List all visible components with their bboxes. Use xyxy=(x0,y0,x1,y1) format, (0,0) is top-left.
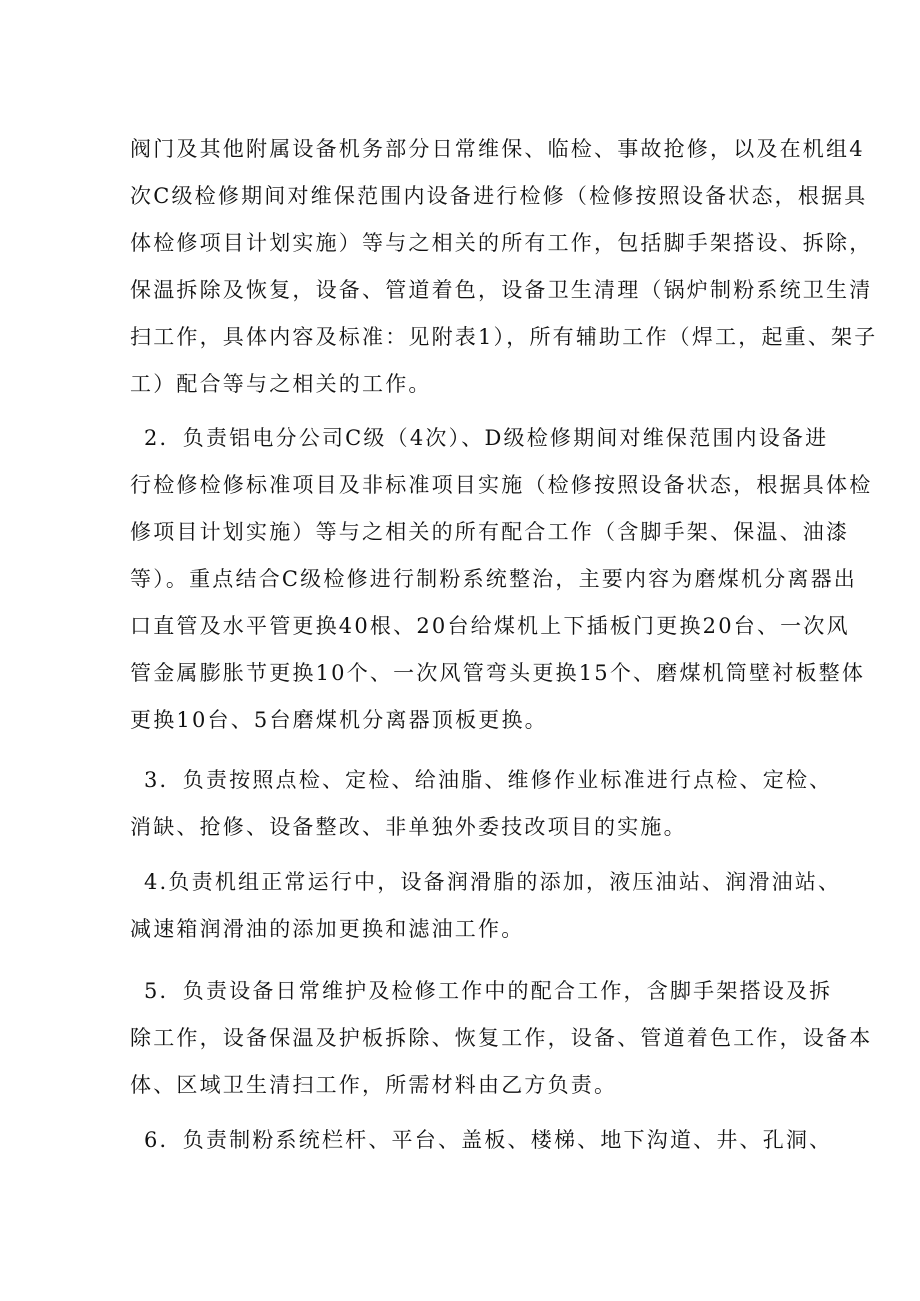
paragraph-5-first-line: 5．负责设备日常维护及检修工作中的配合工作，含脚手架搭设及拆 xyxy=(144,979,833,1003)
text-line: 工）配合等与之相关的工作。 xyxy=(130,372,432,396)
text-line: 口直管及水平管更换40根、20台给煤机上下插板门更换20台、一次风 xyxy=(130,614,850,638)
text-line: 消缺、抢修、设备整改、非单独外委技改项目的实施。 xyxy=(130,815,687,839)
paragraph-2-first-line: 2．负责铝电分公司C级（4次）、D级检修期间对维保范围内设备进 xyxy=(144,426,829,450)
text-line: 阀门及其他附属设备机务部分日常维保、临检、事故抢修，以及在机组4 xyxy=(130,137,865,161)
text-line: 等）。重点结合C级检修进行制粉系统整治，主要内容为磨煤机分离器出 xyxy=(130,567,857,591)
paragraph-3-first-line: 3．负责按照点检、定检、给油脂、维修作业标准进行点检、定检、 xyxy=(144,768,833,792)
text-line: 体检修项目计划实施）等与之相关的所有工作，包括脚手架搭设、拆除， xyxy=(130,231,873,255)
paragraph-6-first-line: 6．负责制粉系统栏杆、平台、盖板、楼梯、地下沟道、井、孔洞、 xyxy=(144,1128,833,1152)
text-line: 修项目计划实施）等与之相关的所有配合工作（含脚手架、保温、油漆 xyxy=(130,520,850,544)
text-line: 除工作，设备保温及护板拆除、恢复工作，设备、管道着色工作，设备本 xyxy=(130,1026,873,1050)
text-line: 管金属膨胀节更换10个、一次风管弯头更换15个、磨煤机筒壁衬板整体 xyxy=(130,661,866,685)
text-line: 扫工作，具体内容及标准：见附表1），所有辅助工作（焊工，起重、架子 xyxy=(130,325,878,349)
text-line: 减速箱润滑油的添加更换和滤油工作。 xyxy=(130,917,525,941)
text-line: 保温拆除及恢复，设备、管道着色，设备卫生清理（锅炉制粉系统卫生清 xyxy=(130,278,873,302)
paragraph-4-first-line: 4.负责机组正常运行中，设备润滑脂的添加，液压油站、润滑油站、 xyxy=(144,870,842,894)
text-line: 更换10台、5台磨煤机分离器顶板更换。 xyxy=(130,708,548,732)
text-line: 体、区域卫生清扫工作，所需材料由乙方负责。 xyxy=(130,1073,618,1097)
text-line: 次C级检修期间对维保范围内设备进行检修（检修按照设备状态，根据具 xyxy=(130,184,868,208)
text-line: 行检修检修标准项目及非标准项目实施（检修按照设备状态，根据具体检 xyxy=(130,473,873,497)
